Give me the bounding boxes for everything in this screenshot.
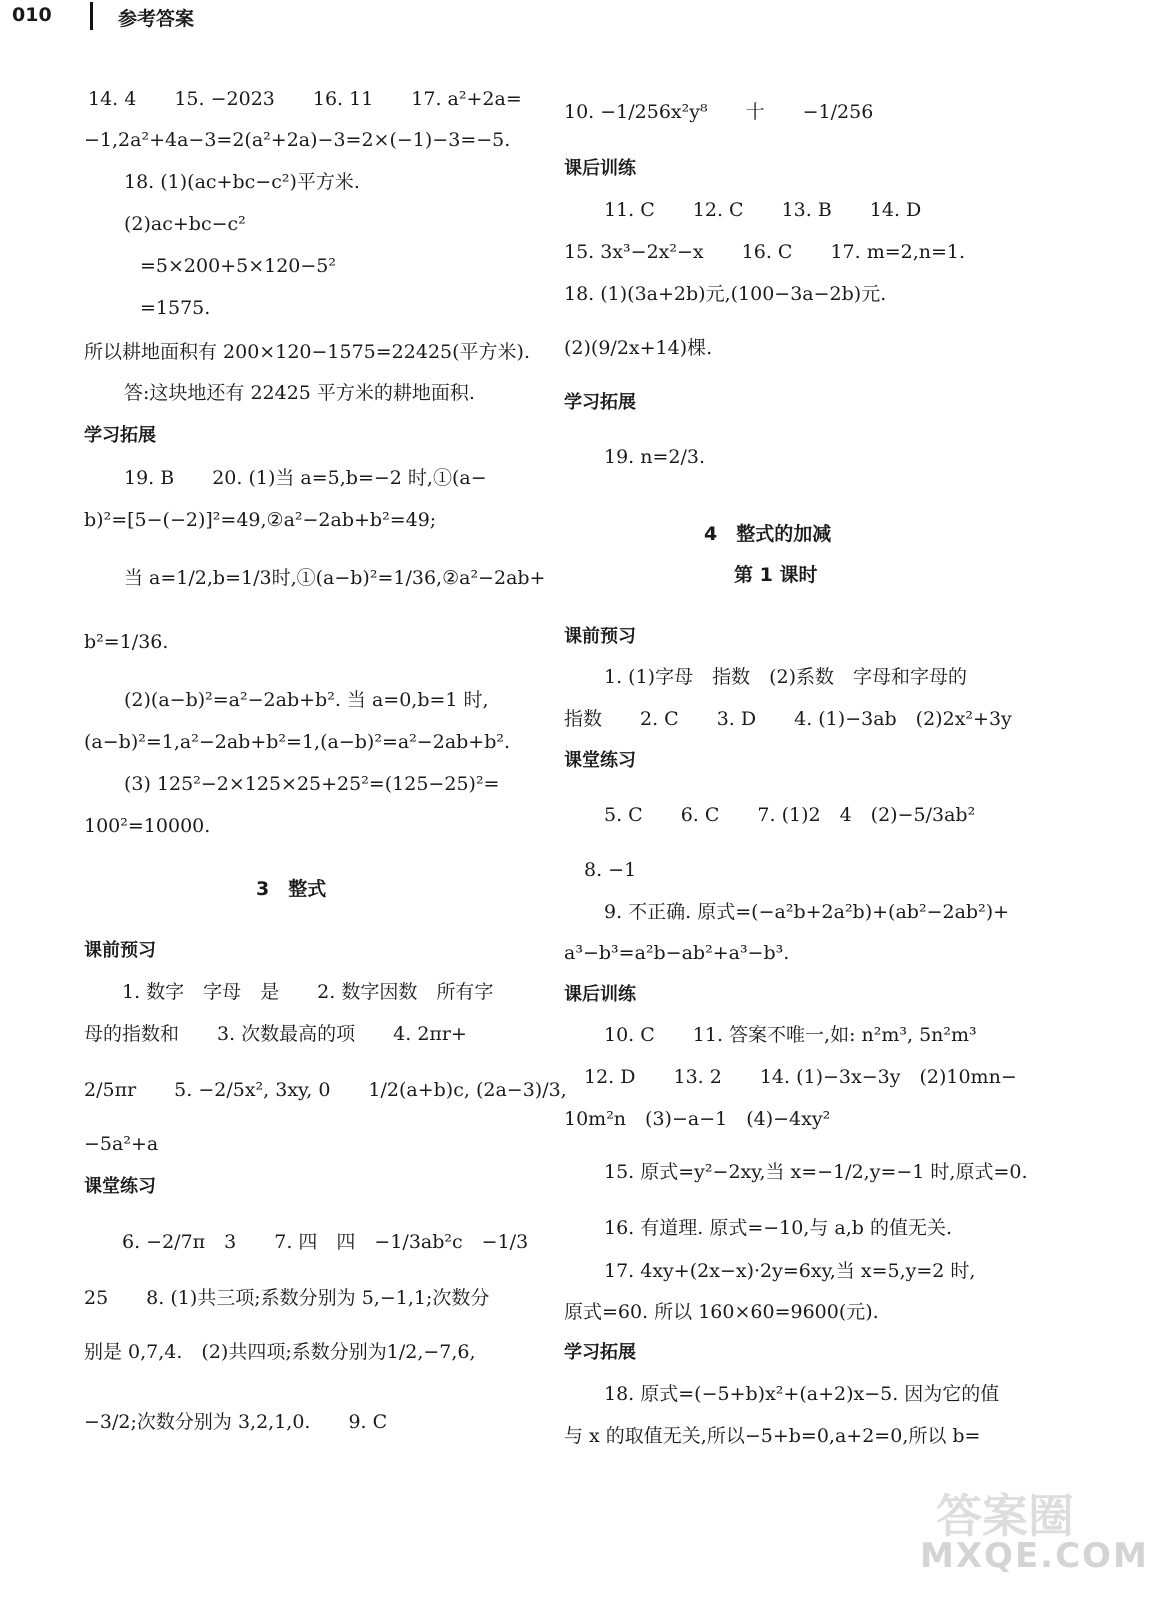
section-heading: 课前预习 (564, 626, 636, 647)
left-line-2: −1,2a²+4a−3=2(a²+2a)−3=2×(−1)−3=−5. (84, 129, 511, 151)
left-line-16: (3) 125²−2×125×25+25²=(125−25)²= (124, 773, 500, 795)
left-line-3: 18. (1)(ac+bc−c²)平方米. (124, 171, 360, 193)
watermark-text: MXQE.COM (920, 1536, 1149, 1576)
left-line-21: 母的指数和 3. 次数最高的项 4. 2πr+ (84, 1023, 467, 1045)
right-line-29: 与 x 的取值无关,所以−5+b=0,a+2=0,所以 b= (564, 1425, 981, 1447)
right-line-20: 10. C 11. 答案不唯一,如: n²m³, 5n²m³ (604, 1024, 977, 1046)
right-line-21: 12. D 13. 2 14. (1)−3x−3y (2)10mn− (584, 1066, 1017, 1088)
left-line-10: 19. B 20. (1)当 a=5,b=−2 时,①(a− (124, 467, 487, 489)
right-line-5: 18. (1)(3a+2b)元,(100−3a−2b)元. (564, 283, 887, 305)
section-heading: 课堂练习 (84, 1176, 156, 1197)
right-line-22: 10m²n (3)−a−1 (4)−4xy² (564, 1108, 831, 1130)
left-line-11: b)²=[5−(−2)]²=49,②a²−2ab+b²=49; (84, 509, 437, 531)
left-line-15: (a−b)²=1,a²−2ab+b²=1,(a−b)²=a²−2ab+b². (84, 731, 511, 753)
right-line-12: 1. (1)字母 指数 (2)系数 字母和字母的 (604, 666, 967, 688)
right-line-18: a³−b³=a²b−ab²+a³−b³. (564, 942, 790, 964)
left-line-20: 1. 数字 字母 是 2. 数字因数 所有字 (122, 981, 494, 1003)
left-line-22: 2/5πr 5. −2/5x², 3xy, 0 1/2(a+b)c, (2a−3)/3, (84, 1079, 567, 1101)
left-line-17: 100²=10000. (84, 815, 211, 837)
page-header (0, 0, 1104, 40)
left-line-6: =1575. (140, 297, 211, 319)
right-line-16: 8. −1 (584, 859, 637, 881)
right-line-1: 10. −1/256x²y⁸ 十 −1/256 (564, 101, 874, 123)
section-heading: 课后训练 (564, 984, 636, 1005)
right-line-13: 指数 2. C 3. D 4. (1)−3ab (2)2x²+3y (564, 708, 1012, 730)
left-line-7: 所以耕地面积有 200×120−1575=22425(平方米). (84, 341, 530, 363)
left-line-27: 别是 0,7,4. (2)共四项;系数分别为1/2,−7,6, (84, 1341, 476, 1363)
right-line-8: 19. n=2/3. (604, 446, 706, 468)
right-line-24: 16. 有道理. 原式=−10,与 a,b 的值无关. (604, 1217, 953, 1239)
right-line-25: 17. 4xy+(2x−x)·2y=6xy,当 x=5,y=2 时, (604, 1260, 976, 1282)
lesson-title: 第 1 课时 (734, 564, 818, 586)
left-line-25: 6. −2/7π 3 7. 四 四 −1/3ab²c −1/3 (122, 1231, 529, 1253)
left-line-28: −3/2;次数分别为 3,2,1,0. 9. C (84, 1411, 388, 1433)
left-line-1: 14. 4 15. −2023 16. 11 17. a²+2a= (88, 88, 522, 110)
left-line-13: b²=1/36. (84, 631, 169, 653)
section-title: 4 整式的加减 (704, 523, 832, 545)
right-line-26: 原式=60. 所以 160×60=9600(元). (564, 1301, 879, 1323)
watermark-mark: 答案圈 (936, 1489, 1074, 1543)
right-line-3: 11. C 12. C 13. B 14. D (604, 199, 922, 221)
left-line-23: −5a²+a (84, 1133, 159, 1155)
section-heading: 学习拓展 (564, 392, 636, 413)
right-line-17: 9. 不正确. 原式=(−a²b+2a²b)+(ab²−2ab²)+ (604, 901, 1010, 923)
section-heading: 课后训练 (564, 158, 636, 179)
section-heading: 学习拓展 (84, 425, 156, 446)
section-heading: 课前预习 (84, 940, 156, 961)
right-line-28: 18. 原式=(−5+b)x²+(a+2)x−5. 因为它的值 (604, 1383, 1000, 1405)
left-line-4: (2)ac+bc−c² (124, 213, 246, 235)
header-divider (90, 2, 93, 30)
watermark-logo (920, 1480, 1149, 1590)
right-line-6: (2)(9/2x+14)棵. (564, 337, 713, 359)
left-line-8: 答:这块地还有 22425 平方米的耕地面积. (124, 382, 475, 404)
section-heading: 课堂练习 (564, 750, 636, 771)
left-line-12: 当 a=1/2,b=1/3时,①(a−b)²=1/36,②a²−2ab+ (124, 567, 546, 589)
left-line-5: =5×200+5×120−5² (140, 255, 337, 277)
section-heading: 学习拓展 (564, 1342, 636, 1363)
right-line-15: 5. C 6. C 7. (1)2 4 (2)−5/3ab² (604, 804, 976, 826)
right-line-4: 15. 3x³−2x²−x 16. C 17. m=2,n=1. (564, 241, 966, 263)
left-line-26: 25 8. (1)共三项;系数分别为 5,−1,1;次数分 (84, 1287, 490, 1309)
left-line-14: (2)(a−b)²=a²−2ab+b². 当 a=0,b=1 时, (124, 689, 489, 711)
page-number: 010 (12, 4, 52, 26)
right-line-23: 15. 原式=y²−2xy,当 x=−1/2,y=−1 时,原式=0. (604, 1161, 1028, 1183)
page-title: 参考答案 (118, 8, 195, 30)
section-title: 3 整式 (256, 878, 327, 900)
